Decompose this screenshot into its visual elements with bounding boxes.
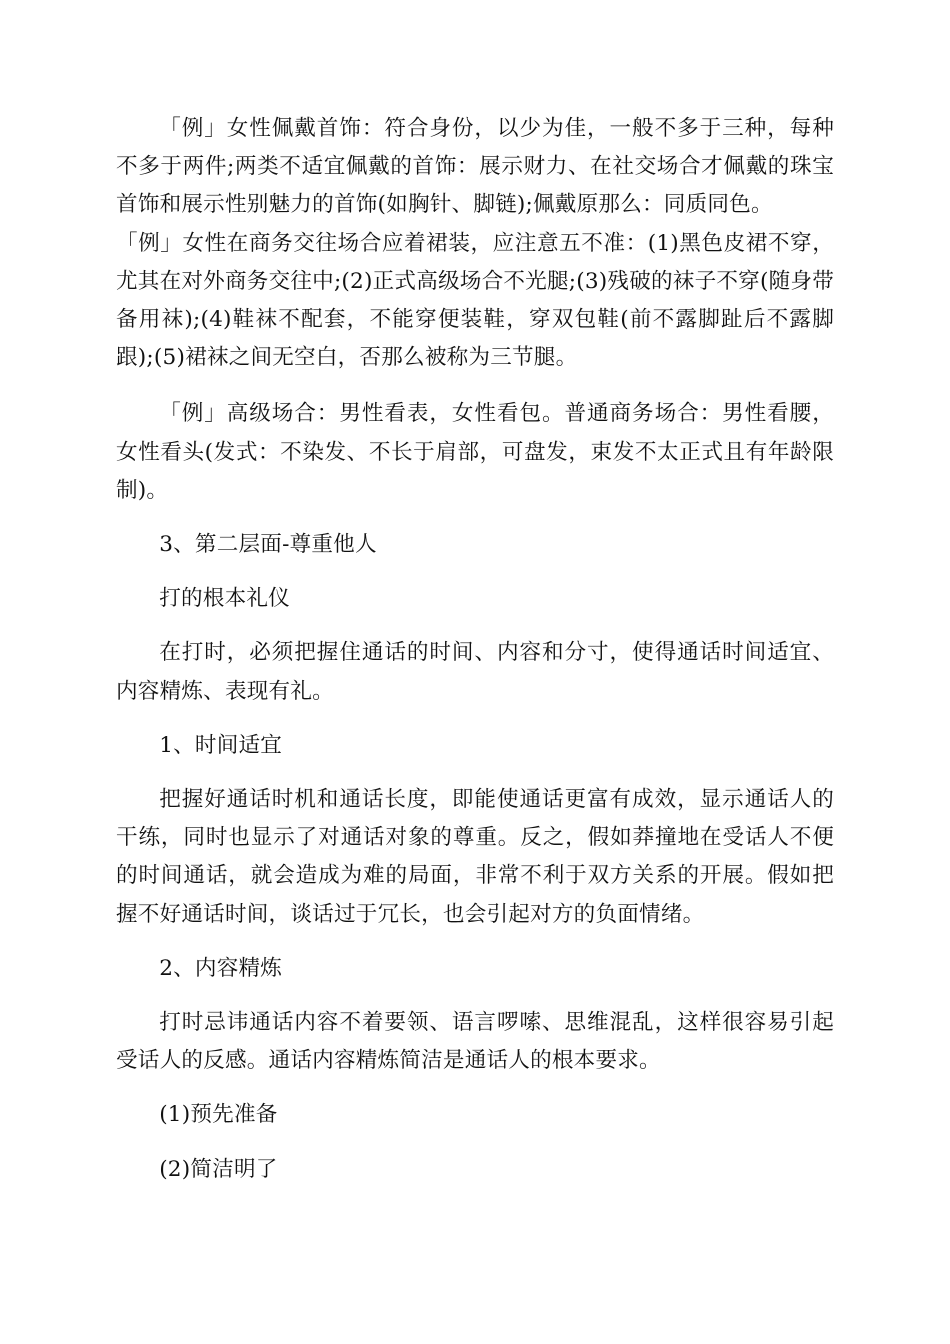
document-body [116,110,834,1189]
paragraph-occasion: 「例」高级场合：男性看表，女性看包。普通商务场合：男性看腰，女性看头(发式：不染发、不长于肩部，可盘发，束发不太正式且有年龄限制)。 [116,401,834,503]
paragraph-jewelry: 「例」女性佩戴首饰：符合身份，以少为佳，一般不多于三种，每种不多于两件;两类不适宜佩戴的首饰：展示财力、在社交场合才佩戴的珠宝首饰和展示性别魅力的首饰(如胸针、脚链);佩戴原那么：同质同色。 [116,116,834,218]
heading-phone-etiquette: 打的根本礼仪 [159,586,290,612]
paragraph-phone-intro: 在打时，必须把握住通话的时间、内容和分寸，使得通话时间适宜、内容精炼、表现有礼。 [116,640,834,704]
paragraph-skirt-rules: 「例」女性在商务交往场合应着裙装，应注意五不准：(1)黑色皮裙不穿，尤其在对外商务交往中;(2)正式高级场合不光腿;(3)残破的袜子不穿(随身带备用袜);(4)鞋袜不配套，不能穿便装鞋，穿双包鞋(前不露脚趾后不露脚跟);(5)裙袜之间无空白，否那么被称为三节腿。 [116,230,834,371]
paragraph-time: 把握好通话时机和通话长度，即能使通话更富有成效，显示通话人的干练，同时也显示了对通话对象的尊重。反之，假如莽撞地在受话人不便的时间通话，就会造成为难的局面，非常不利于双方关系的开展。假如把握不好通话时间，谈话过于冗长，也会引起对方的负面情绪。 [116,787,834,927]
paragraph-content: 打时忌讳通话内容不着要领、语言啰嗦、思维混乱，这样很容易引起受话人的反感。通话内容精炼简洁是通话人的根本要求。 [116,1010,834,1074]
heading-time: 1、时间适宜 [159,732,283,758]
heading-level-two: 3、第二层面-尊重他人 [159,532,377,558]
heading-content: 2、内容精炼 [159,955,283,981]
list-item-concise: (2)简洁明了 [159,1156,278,1182]
list-item-prepare: (1)预先准备 [159,1102,278,1128]
